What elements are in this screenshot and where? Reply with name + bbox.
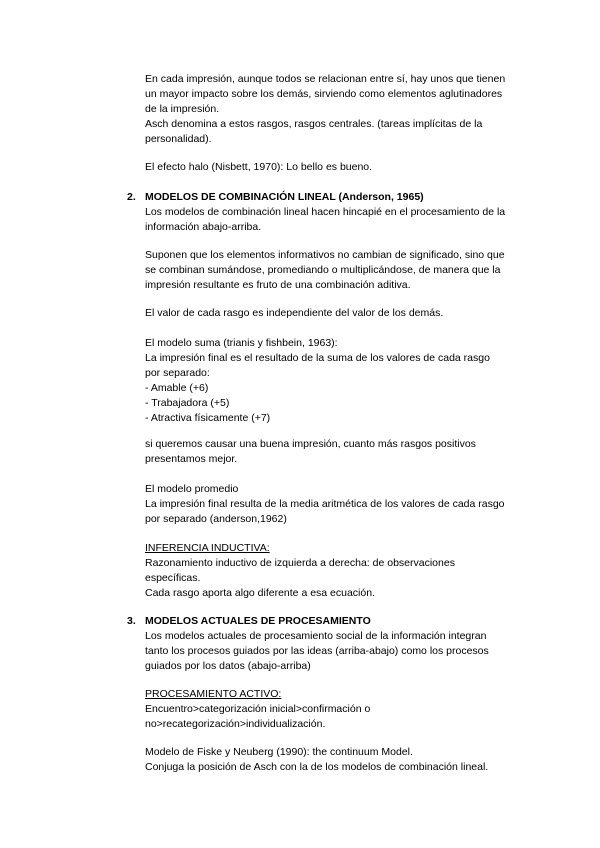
text-line: Conjuga la posición de Asch con la de los modelos de combinación lineal. <box>145 761 489 773</box>
text-line: En cada impresión, aunque todos se relacionan entre sí, hay unos que tienen <box>145 73 506 85</box>
text-line: La impresión final es el resultado de la suma de los valores de cada rasgo <box>145 352 490 364</box>
section-number: 2. <box>127 191 136 203</box>
text-line: Asch denomina a estos rasgos, rasgos centrales. (tareas implícitas de la <box>145 118 483 130</box>
section-2-paragraph-5 <box>145 437 540 467</box>
text-line: Encuentro>categorización inicial>confirmación o <box>145 703 371 715</box>
subheading: PROCESAMIENTO ACTIVO: <box>145 688 282 700</box>
text-line: El efecto halo (Nisbett, 1970): Lo bello es bueno. <box>145 161 373 173</box>
section-title: MODELOS DE COMBINACIÓN LINEAL (Anderson, 1965) <box>145 191 424 203</box>
section-number: 3. <box>127 615 136 627</box>
section-2-heading <box>127 190 547 205</box>
intro-paragraph <box>145 72 540 147</box>
subheading: INFERENCIA INDUCTIVA: <box>145 542 270 554</box>
text-line: Suponen que los elementos informativos no cambian de significado, sino que <box>145 249 505 261</box>
text-line: guiados por los datos (abajo-arriba) <box>145 660 311 672</box>
list-item: - Atractiva físicamente (+7) <box>145 412 271 424</box>
average-model-paragraph <box>145 482 540 527</box>
section-2-paragraph-1 <box>145 205 540 235</box>
text-line: Modelo de Fiske y Neuberg (1990): the continuum Model. <box>145 746 413 758</box>
sum-model-paragraph <box>145 336 540 426</box>
text-line: tanto los procesos guiados por las ideas (arriba-abajo) como los procesos <box>145 645 489 657</box>
continuum-model-paragraph <box>145 745 540 775</box>
text-line: El modelo suma (trianis y fishbein, 1963): <box>145 337 338 349</box>
text-line: personalidad). <box>145 133 212 145</box>
text-line: de la impresión. <box>145 103 220 115</box>
section-2-paragraph-3 <box>145 306 540 321</box>
text-line: La impresión final resulta de la media aritmética de los valores de cada rasgo <box>145 498 505 510</box>
text-line: por separado (anderson,1962) <box>145 513 287 525</box>
text-line: un mayor impacto sobre los demás, sirviendo como elementos aglutinadores <box>145 88 503 100</box>
text-line: Los modelos de combinación lineal hacen hincapié en el procesamiento de la <box>145 206 506 218</box>
text-line: El modelo promedio <box>145 483 239 495</box>
section-3-paragraph-1 <box>145 629 540 674</box>
text-line: se combinan sumándose, promediando o multiplicándose, de manera que la <box>145 264 501 276</box>
text-line: no>recategorización>individualización. <box>145 718 326 730</box>
active-processing-paragraph <box>145 687 540 732</box>
section-2-paragraph-2 <box>145 248 540 293</box>
text-line: específicas. <box>145 572 201 584</box>
text-line: información abajo-arriba. <box>145 221 262 233</box>
inductive-inference-paragraph <box>145 541 540 601</box>
text-line: impresión resultante es fruto de una combinación aditiva. <box>145 279 411 291</box>
list-item: - Trabajadora (+5) <box>145 397 230 409</box>
section-3-heading <box>127 614 547 629</box>
section-title: MODELOS ACTUALES DE PROCESAMIENTO <box>145 615 371 627</box>
text-line: El valor de cada rasgo es independiente del valor de los demás. <box>145 307 444 319</box>
halo-effect-paragraph <box>145 160 540 175</box>
list-item: - Amable (+6) <box>145 382 209 394</box>
text-line: Cada rasgo aporta algo diferente a esa ecuación. <box>145 587 375 599</box>
text-line: Los modelos actuales de procesamiento social de la información integran <box>145 630 487 642</box>
text-line: si queremos causar una buena impresión, cuanto más rasgos positivos <box>145 438 476 450</box>
text-line: presentamos mejor. <box>145 453 238 465</box>
text-line: Razonamiento inductivo de izquierda a derecha: de observaciones <box>145 557 455 569</box>
text-line: por separado: <box>145 367 210 379</box>
